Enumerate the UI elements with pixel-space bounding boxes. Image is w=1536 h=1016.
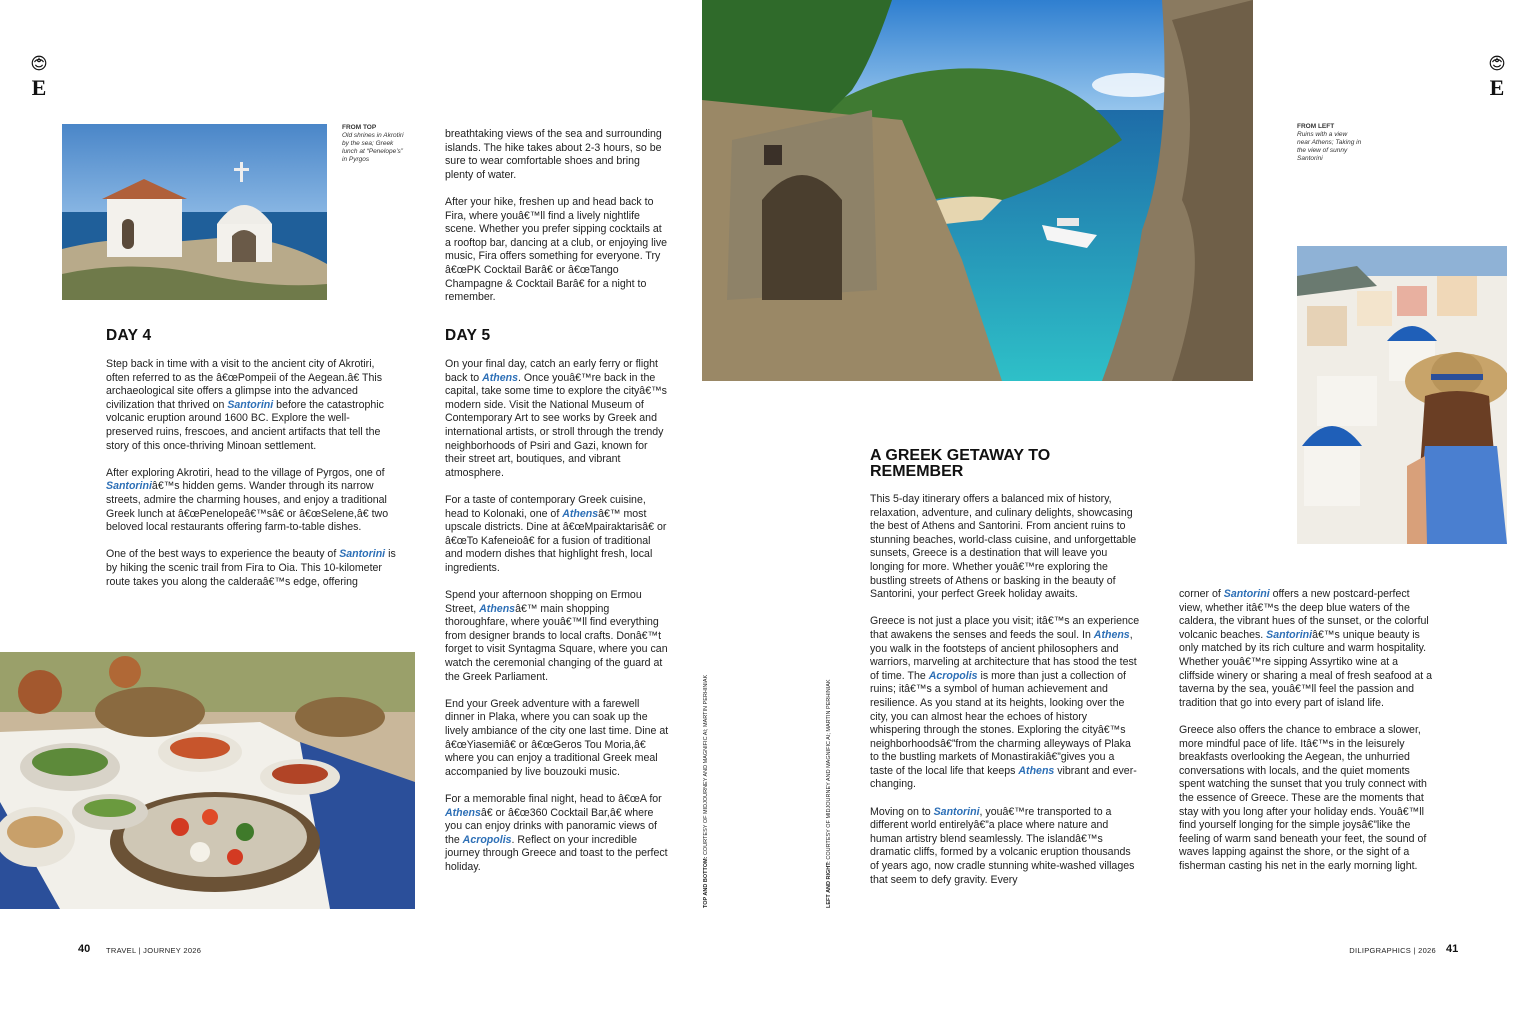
place-link-santorini[interactable]: Santorini [1266, 628, 1313, 641]
closing-paragraph-1: corner of Santorini offers a new postcard-perfect view, whether itâ€™s the deep blue waters of the caldera, the vibrant hues of the sunset, or the colorful volcanic beaches. Santoriniâ€™s unique beauty is only matched by its rich culture and warm hospitality. Whether youâ€™re sipping Assyrtiko wine at a cliffside winery or sharing a meal of fresh seafood at a taverna by the sea, youâ€™ll feel the passion and tradition that go into every part of island life. [1179, 588, 1433, 709]
getaway-paragraph-2: Greece is not just a place you visit; itâ€™s an experience that awakens the senses and feeds the soul. In Athens, you walk in the footsteps of ancient philosophers and warriors, marveling at architecture that has stood the test of time. The Acropolis is more than just a collection of ruins; itâ€™s a symbol of human achievement and resilience. As you stand at its heights, looking over the city, you can almost hear the echoes of history whispering through the stones. Exploring the cityâ€™s neighborhoodsâ€”from the charming alleyways of Plaka to the bustling markets of Monastirakiâ€”gives you a taste of the local life that keeps Athens vibrant and ever-changing. [870, 615, 1140, 791]
caption-text: Old shrines in Akrotiri by the sea; Greek lunch at “Penelope’s” in Pyrgos [342, 132, 404, 163]
getaway-paragraph-1: This 5-day itinerary offers a balanced mix of history, relaxation, adventure, and culinary delights, showcasing the best of Athens and Santorini. From ancient ruins to stunning beaches, world-class cuisine, and unforgettable sunsets, Greece is a destination that will leave you longing for more. Whether youâ€™re exploring the bustling streets of Athens or basking in the beauty of Santorini, your perfect Greek holiday awaits. [870, 493, 1137, 601]
day4-paragraph-3: One of the best ways to experience the beauty of Santorini is by hiking the scenic trail from Fira to Oia. This 10-kilometer route takes you along the calderaâ€™s edge, offering [106, 548, 396, 588]
day4-paragraph-2: After exploring Akrotiri, head to the village of Pyrgos, one of Santoriniâ€™s hidden gems. Wander through its narrow streets, admire the charming houses, and enjoy a traditional Greek lunch at â€œPenelopeâ€™sâ€ or â€œSelene,â€ two beloved local restaurants offering farm-to-table dishes. [106, 466, 389, 534]
place-link-santorini[interactable]: Santorini [227, 398, 274, 411]
day4-continued-column [445, 128, 670, 318]
place-link-acropolis[interactable]: Acropolis [462, 833, 512, 846]
caption-title: FROM TOP [342, 124, 377, 131]
place-link-athens[interactable]: Athens [1018, 764, 1055, 777]
rose-icon [30, 54, 48, 72]
day4-column [106, 358, 396, 603]
page-number-left: 40 [78, 943, 91, 955]
caption-title: FROM LEFT [1297, 123, 1335, 130]
cove-ruins-photo [702, 0, 1253, 381]
greek-lunch-photo [0, 652, 415, 909]
day5-column [445, 358, 670, 888]
getaway-paragraph-3: Moving on to Santorini, youâ€™re transported to a different world entirelyâ€”a place where nature and human artistry blend seamlessly. The islandâ€™s dramatic cliffs, formed by a volcanic eruption thousands of years ago, now cradle stunning white-washed villages that seem to defy gravity. Every [870, 805, 1135, 886]
day5-heading: DAY 5 [445, 327, 491, 344]
day4-heading: DAY 4 [106, 327, 152, 344]
getaway-column [870, 493, 1140, 901]
closing-paragraph-2: Greece also offers the chance to embrace a slower, more mindful pace of life. Itâ€™s in the leisurely breakfasts overlooking the Aegean, the unhurried conversations with locals, and the quiet moments spent watching the sunset that you truly connect with the essence of Greece. These are the moments that stay with you long after your holiday ends. Youâ€™ll find yourself longing for the simple joysâ€”like the feeling of warm sand beneath your feet, the sound of waves lapping against the shore, or the sight of a fisherman casting his net in the early morning light. [1179, 723, 1427, 872]
brand-letter: E [1489, 75, 1505, 100]
day5-paragraph-1: On your final day, catch an early ferry or flight back to Athens. Once youâ€™re back in the capital, take some time to explore the cityâ€™s modern side. Visit the National Museum of Contemporary Art to see works by Greek and international artists, or stroll through the trendy neighborhoods of Psiri and Gazi, known for their street art, boutiques, and vibrant atmosphere. [445, 358, 667, 479]
day5-paragraph-2: For a taste of contemporary Greek cuisine, head to Kolonaki, one of Athensâ€™ most upscale districts. Dine at â€œMpairaktarisâ€ or â€œTo Kafeneioâ€ for a fusion of traditional and modern dishes that highlight fresh, local ingredients. [445, 493, 667, 574]
photo-caption-right [1297, 123, 1362, 163]
rose-icon [1488, 54, 1506, 72]
chapels-photo [62, 124, 327, 300]
photo-credit-left: TOP AND BOTTOM: COURTESY OF MIDJOURNEY AND MAGNIFIC AI; MARTIN PERHINIAK [703, 674, 709, 908]
day5-paragraph-5: For a memorable final night, head to â€œA for Athensâ€ or â€œ360 Cocktail Bar,â€ where you can enjoy drinks with panoramic views of the Acropolis. Reflect on your incredible journey through Greece and toast to the perfect holiday. [445, 793, 668, 873]
page-number-right: 41 [1446, 943, 1459, 955]
brand-letter: E [31, 75, 47, 100]
photo-caption-left [342, 124, 404, 164]
place-link-athens[interactable]: Athens [482, 371, 519, 384]
day5-paragraph-3: Spend your afternoon shopping on Ermou Street, Athensâ€™ main shopping thoroughfare, where youâ€™ll find everything from designer brands to local crafts. Donâ€™t forget to visit Syntagma Square, where you can watch the ceremonial changing of the guard at the Greek Parliament. [445, 589, 668, 683]
place-link-santorini[interactable]: Santorini [933, 805, 980, 818]
photo-credit-right: LEFT AND RIGHT: COURTESY OF MIDJOURNEY AND MAGNIFIC AI; MARTIN PERHINIAK [826, 679, 832, 908]
footer-publication-right: DILIPGRAPHICS | 2026 [1349, 946, 1436, 955]
brand-logo-left [27, 54, 51, 99]
place-link-athens[interactable]: Athens [445, 806, 481, 819]
place-link-santorini[interactable]: Santorini [339, 548, 386, 561]
footer-publication-left: TRAVEL | JOURNEY 2026 [106, 946, 202, 955]
hike-paragraph: breathtaking views of the sea and surrounding islands. The hike takes about 2-3 hours, so be sure to wear comfortable shoes and bring plenty of water. [445, 128, 662, 181]
day4-paragraph-1: Step back in time with a visit to the ancient city of Akrotiri, often referred to as the â€œPompeii of the Aegean.â€ This archaeological site offers a glimpse into the advanced civilization that thrived on Santorini before the catastrophic volcanic eruption around 1600 BC. Explore the well-preserved ruins, frescoes, and ancient artifacts that tell the story of this once-thriving Minoan settlement. [106, 358, 384, 452]
nightlife-paragraph: After your hike, freshen up and head back to Fira, where youâ€™ll find a lively nightlife scene. Whether you prefer sipping cocktails at a rooftop bar, dancing at a club, or enjoying live music, Fira offers something for everyone. Try â€œPK Cocktail Barâ€ or â€œTango Champagne & Cocktail Barâ€ for a night to remember. [445, 195, 668, 304]
caption-text: Ruins with a view near Athens; Taking in the view of sunny Santorini [1297, 131, 1362, 162]
closing-column [1179, 588, 1434, 887]
place-link-santorini[interactable]: Santorini [106, 480, 152, 493]
place-link-santorini[interactable]: Santorini [1223, 588, 1270, 600]
place-link-athens[interactable]: Athens [562, 507, 599, 520]
place-link-athens[interactable]: Athens [1093, 628, 1130, 641]
santorini-woman-photo [1297, 246, 1507, 544]
getaway-heading: A GREEK GETAWAY TO REMEMBER [870, 447, 1051, 480]
day5-paragraph-4: End your Greek adventure with a farewell dinner in Plaka, where you can soak up the lively ambiance of the city one last time. Dine at â€œYiasemiâ€ or â€œGeros Tou Moria,â€ where you can enjoy a traditional Greek meal accompanied by live bouzouki music. [445, 697, 669, 778]
brand-logo-right [1485, 54, 1509, 99]
place-link-acropolis[interactable]: Acropolis [928, 669, 978, 682]
place-link-athens[interactable]: Athens [479, 602, 516, 615]
